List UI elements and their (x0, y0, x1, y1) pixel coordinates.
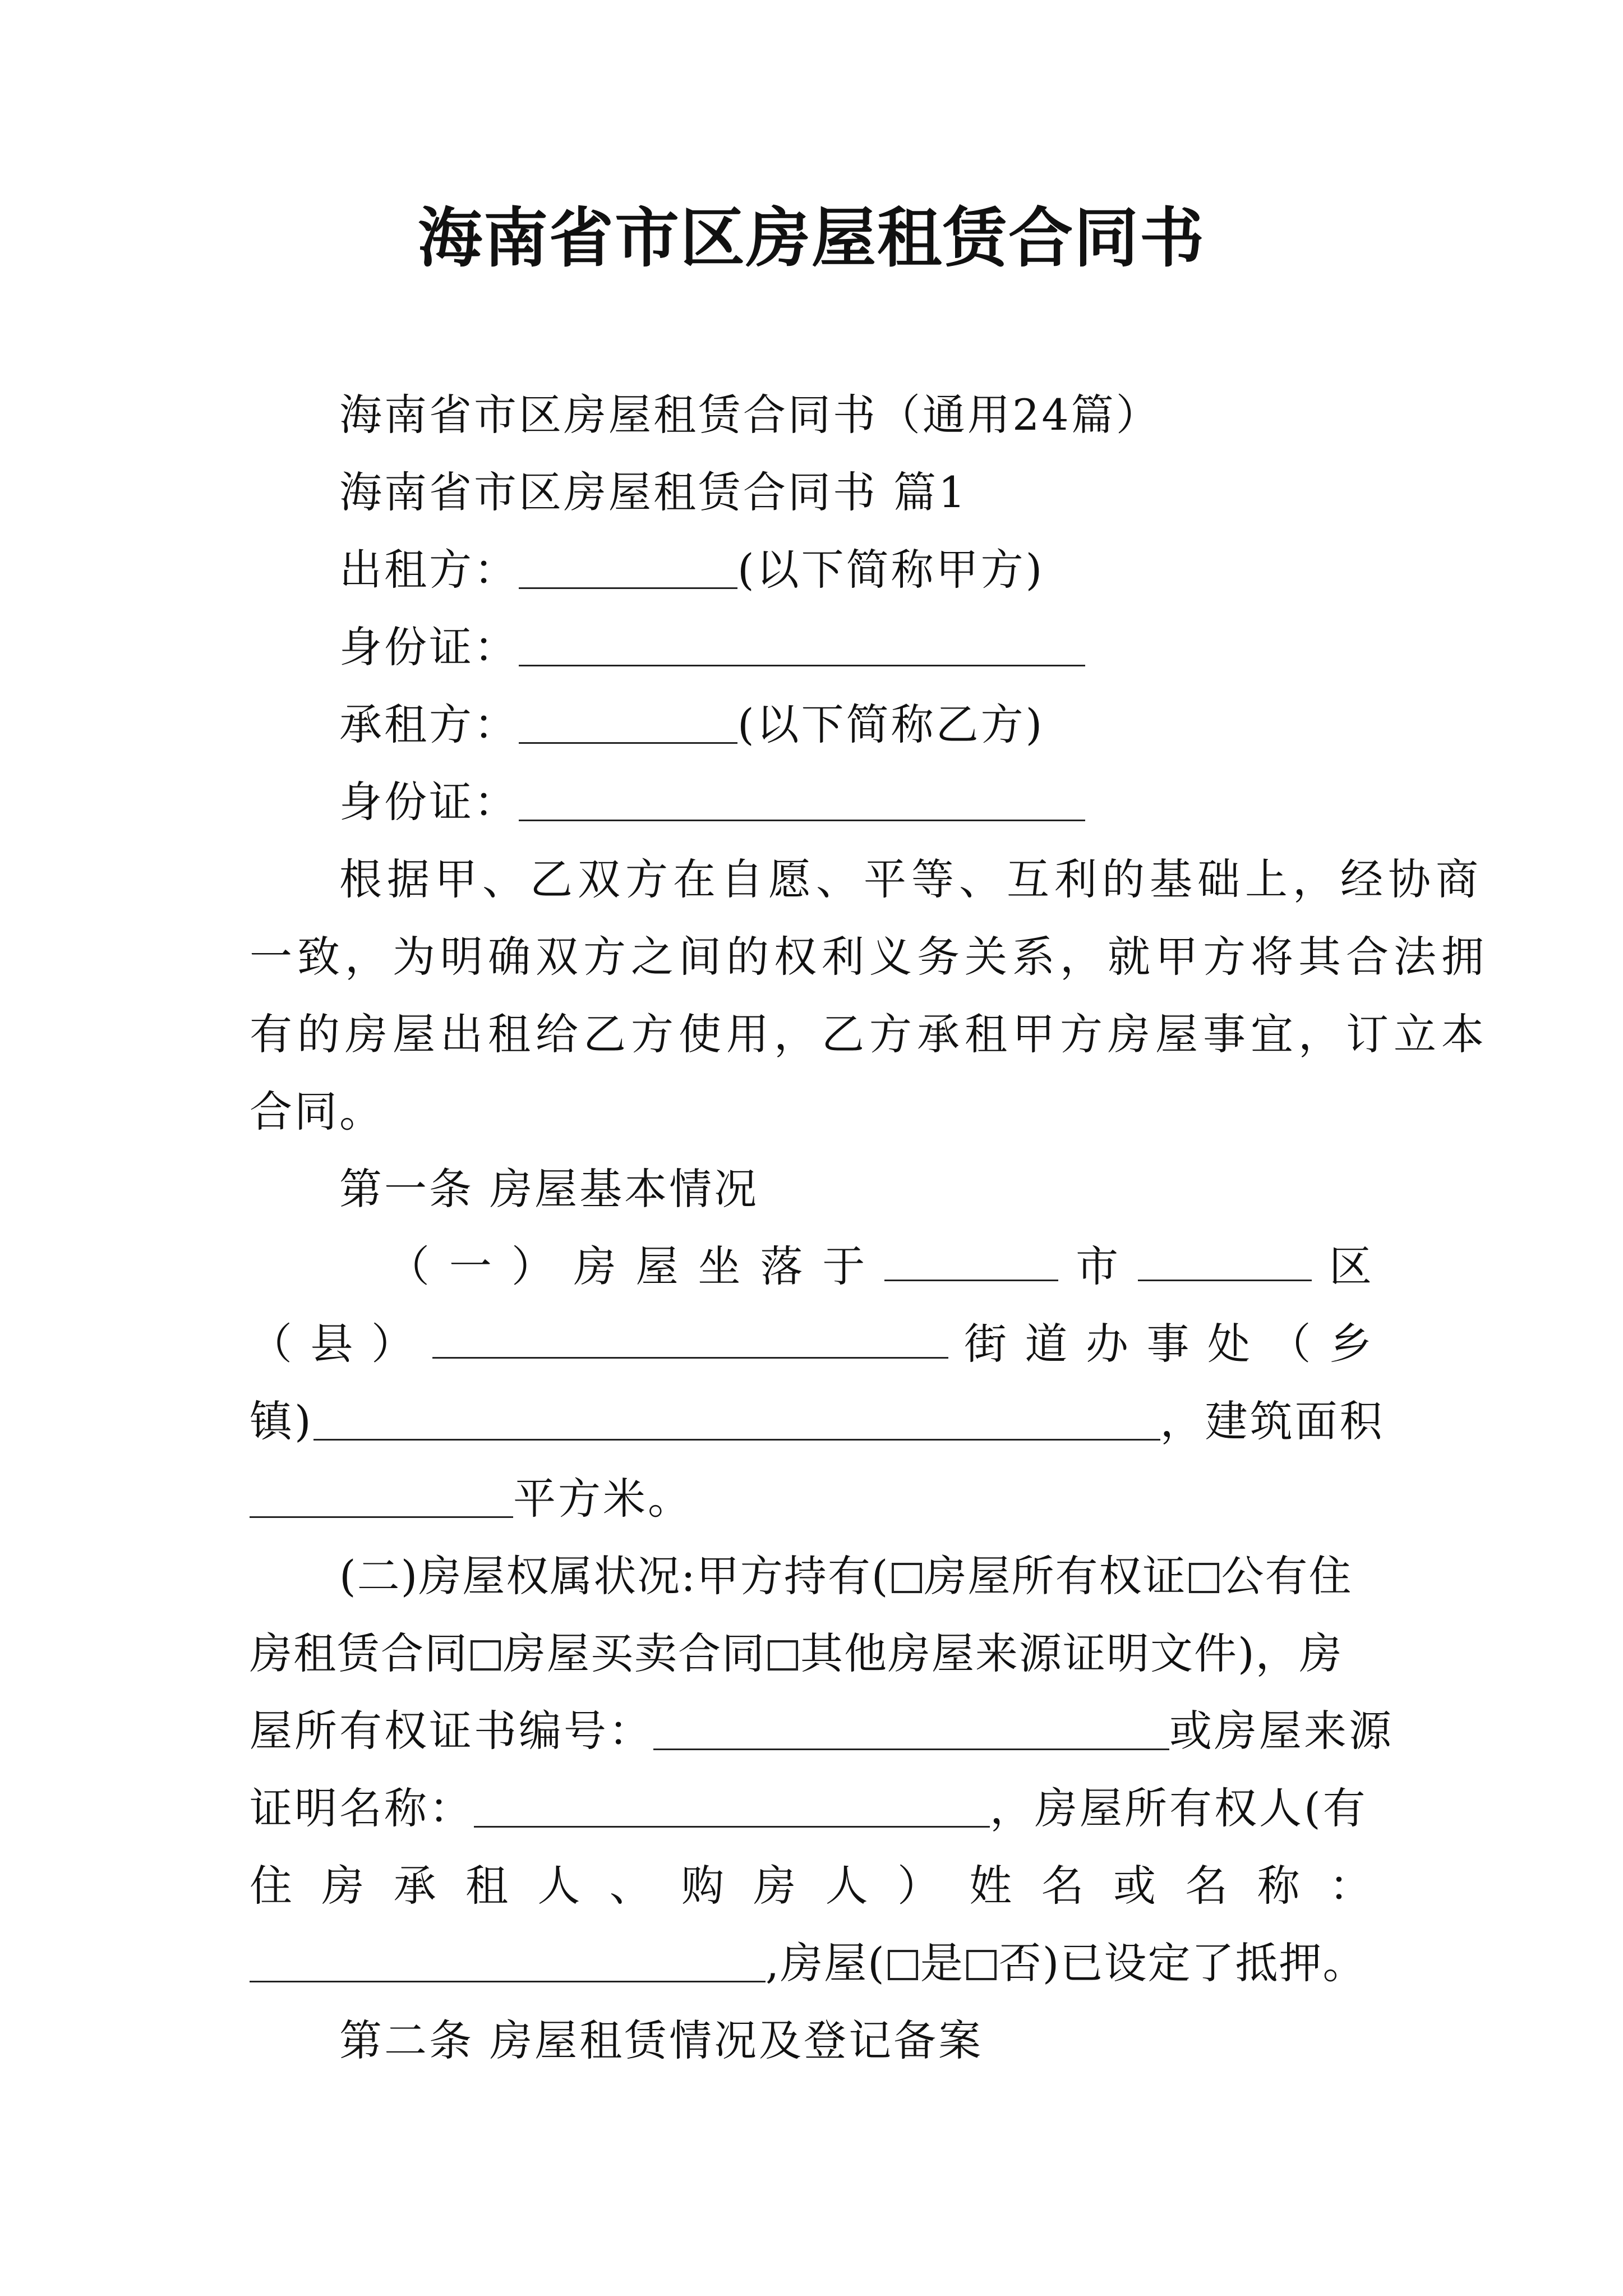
checkbox-icon[interactable] (768, 1640, 798, 1671)
city-label: 市 (1076, 1241, 1121, 1291)
district-blank (1138, 1240, 1312, 1281)
preamble-line-3: 有的房屋出租给乙方使用，乙方承租甲方房屋事宜，订立本 (250, 1009, 1489, 1059)
ownership-line-6 (250, 1935, 1366, 1991)
ownership-line-1 (339, 1548, 1353, 1604)
article1-location-line-2 (250, 1316, 1374, 1372)
char: ） (897, 1861, 942, 1911)
preamble-line-4: 合同。 (250, 1087, 384, 1137)
lessee-line (339, 697, 1044, 753)
mortgage-yes: 是 (920, 1938, 964, 1988)
char: 屋 (635, 1241, 681, 1291)
char: 办 (1086, 1319, 1131, 1369)
id-label-1: 身份证： (339, 622, 519, 672)
district-label: 区 (1329, 1241, 1374, 1291)
id-label-2: 身份证： (339, 777, 519, 827)
certificate-label: 屋所有权证书编号： (250, 1706, 653, 1756)
lessee-label: 承租方： (339, 700, 519, 749)
ownership-line-4 (250, 1780, 1368, 1837)
char: 、 (609, 1861, 654, 1911)
lessee-blank (519, 703, 737, 744)
char: 县 (310, 1319, 356, 1369)
checkbox-icon[interactable] (966, 1950, 997, 1980)
ownership-line-2 (250, 1626, 1343, 1682)
char: 承 (393, 1861, 439, 1911)
preamble-line-2: 一致，为明确双方之间的权利义务关系，就甲方将其合法拥 (250, 932, 1489, 982)
article1-heading: 第一条 房屋基本情况 (339, 1164, 759, 1214)
char: 一 (449, 1241, 494, 1291)
document-title: 海南省市区房屋租赁合同书 (417, 200, 1205, 276)
lessor-id-blank (519, 625, 1085, 666)
checkbox-icon[interactable] (1189, 1563, 1219, 1593)
char: 房 (321, 1861, 367, 1911)
lessor-line (339, 542, 1044, 598)
article2-heading: 第二条 房屋租赁情况及登记备案 (339, 2016, 984, 2065)
char: 坐 (698, 1241, 743, 1291)
lessee-id-line (339, 774, 1085, 830)
checkbox-icon[interactable] (888, 1950, 918, 1980)
char: ： (1329, 1861, 1374, 1911)
char: ） (511, 1241, 556, 1291)
ownership-option: 公有住 (1221, 1551, 1353, 1601)
lessor-id-line (339, 619, 1085, 675)
certificate-blank (653, 1709, 1169, 1750)
area-unit: 平方米。 (513, 1474, 693, 1524)
char: ） (371, 1319, 416, 1369)
char: 落 (760, 1241, 805, 1291)
mortgage-text: ,房屋( (766, 1938, 886, 1988)
ownership-option: 房租赁合同 (250, 1628, 468, 1678)
char: 或 (1113, 1861, 1158, 1911)
char: 处 (1207, 1319, 1252, 1369)
city-blank (884, 1240, 1058, 1281)
char: 租 (465, 1861, 510, 1911)
char: 人 (537, 1861, 583, 1911)
char: 名 (1185, 1861, 1230, 1911)
checkbox-icon[interactable] (892, 1563, 922, 1593)
ownership-line-5 (250, 1858, 1374, 1914)
char: 姓 (969, 1861, 1015, 1911)
document-subtitle: 海南省市区房屋租赁合同书（通用24篇） (339, 390, 1161, 440)
char: （ (250, 1319, 294, 1369)
owner-name-blank (250, 1941, 766, 1982)
county-blank (432, 1318, 948, 1359)
char: 住 (250, 1861, 294, 1911)
lessor-suffix: (以下简称甲方) (737, 545, 1045, 595)
ownership-option: 房屋所有权证 (924, 1551, 1187, 1601)
town-label: 镇) (250, 1396, 313, 1446)
char: （ (1268, 1319, 1313, 1369)
checkbox-icon[interactable] (471, 1640, 501, 1671)
article1-location-line-3 (250, 1393, 1385, 1450)
preamble-line-1: 根据甲、乙双方在自愿、平等、互利的基础上，经协商 (339, 854, 1483, 904)
ownership-option: 房屋买卖合同 (503, 1628, 766, 1678)
char: 事 (1146, 1319, 1192, 1369)
char: 人 (825, 1861, 870, 1911)
lessee-suffix: (以下简称乙方) (737, 700, 1045, 749)
char: 于 (822, 1241, 868, 1291)
town-blank (313, 1400, 1160, 1441)
owner-label: ，房屋所有权人(有 (990, 1783, 1368, 1833)
ownership-text: (二)房屋权属状况:甲方持有( (339, 1551, 889, 1601)
char: （ (387, 1241, 432, 1291)
proof-name-label: 证明名称： (250, 1783, 474, 1833)
area-label: ，建筑面积 (1160, 1396, 1385, 1446)
char: 称 (1257, 1861, 1302, 1911)
char: 道 (1025, 1319, 1070, 1369)
char: 乡 (1329, 1319, 1374, 1369)
char: 名 (1041, 1861, 1086, 1911)
char: 购 (681, 1861, 726, 1911)
char: 房 (573, 1241, 619, 1291)
section-heading: 海南省市区房屋租赁合同书 篇1 (339, 467, 968, 517)
mortgage-no: 否)已设定了抵押。 (998, 1938, 1367, 1988)
lessor-blank (519, 548, 737, 589)
source-label: 或房屋来源 (1169, 1706, 1394, 1756)
proof-name-blank (474, 1787, 990, 1828)
ownership-option: 其他房屋来源证明文件)，房 (800, 1628, 1343, 1678)
char: 街 (964, 1319, 1009, 1369)
lessor-label: 出租方： (339, 545, 519, 595)
lessee-id-blank (519, 780, 1085, 821)
ownership-line-3 (250, 1703, 1394, 1759)
char: 房 (753, 1861, 799, 1911)
article1-area-line (250, 1471, 693, 1527)
area-blank (250, 1477, 513, 1518)
article1-location-line-1 (387, 1239, 1374, 1295)
